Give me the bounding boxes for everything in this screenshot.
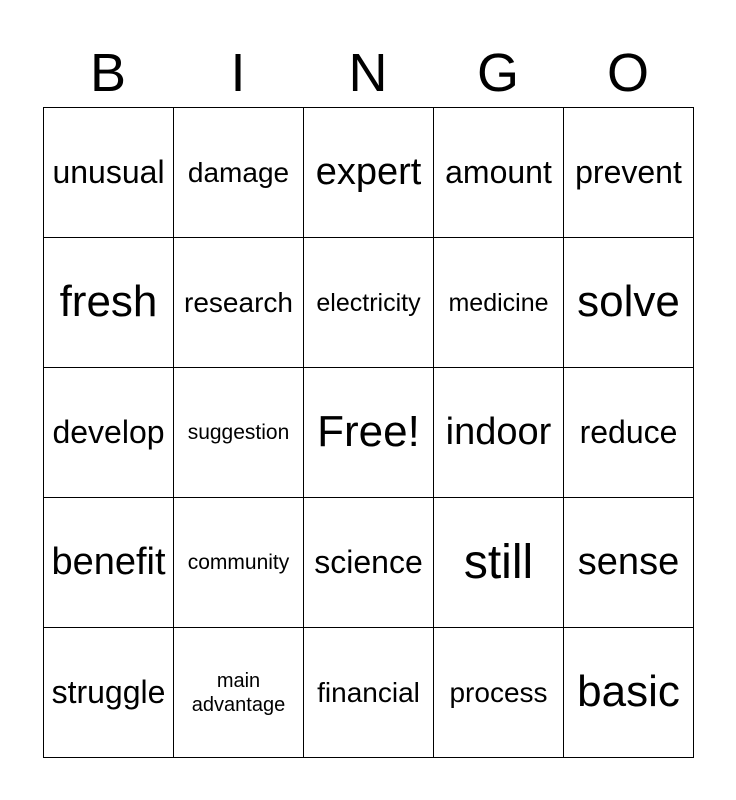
bingo-cell: reduce: [564, 368, 694, 498]
bingo-cell: still: [434, 498, 564, 628]
header-letter-g: G: [476, 43, 519, 103]
bingo-cell: community: [174, 498, 304, 628]
bingo-cell: prevent: [564, 108, 694, 238]
bingo-cell: basic: [564, 628, 694, 758]
bingo-cell: suggestion: [174, 368, 304, 498]
bingo-cell: benefit: [44, 498, 174, 628]
bingo-board: [43, 107, 694, 758]
bingo-cell: financial: [304, 628, 434, 758]
header-letter-i: I: [230, 43, 246, 103]
header-letter-b: B: [89, 43, 127, 103]
bingo-cell: sense: [564, 498, 694, 628]
bingo-cell: process: [434, 628, 564, 758]
header-letter-n: N: [348, 43, 388, 103]
bingo-cell: expert: [304, 108, 434, 238]
header-letter-o: O: [606, 43, 649, 103]
bingo-header: [43, 42, 693, 104]
bingo-cell: medicine: [434, 238, 564, 368]
bingo-cell: science: [304, 498, 434, 628]
bingo-cell: indoor: [434, 368, 564, 498]
bingo-cell: main advantage: [174, 628, 304, 758]
bingo-cell: amount: [434, 108, 564, 238]
bingo-cell: develop: [44, 368, 174, 498]
bingo-cell: solve: [564, 238, 694, 368]
bingo-cell: damage: [174, 108, 304, 238]
bingo-cell: struggle: [44, 628, 174, 758]
bingo-cell: research: [174, 238, 304, 368]
bingo-cell free-space: Free!: [304, 368, 434, 498]
bingo-cell: unusual: [44, 108, 174, 238]
bingo-cell: fresh: [44, 238, 174, 368]
bingo-cell: electricity: [304, 238, 434, 368]
